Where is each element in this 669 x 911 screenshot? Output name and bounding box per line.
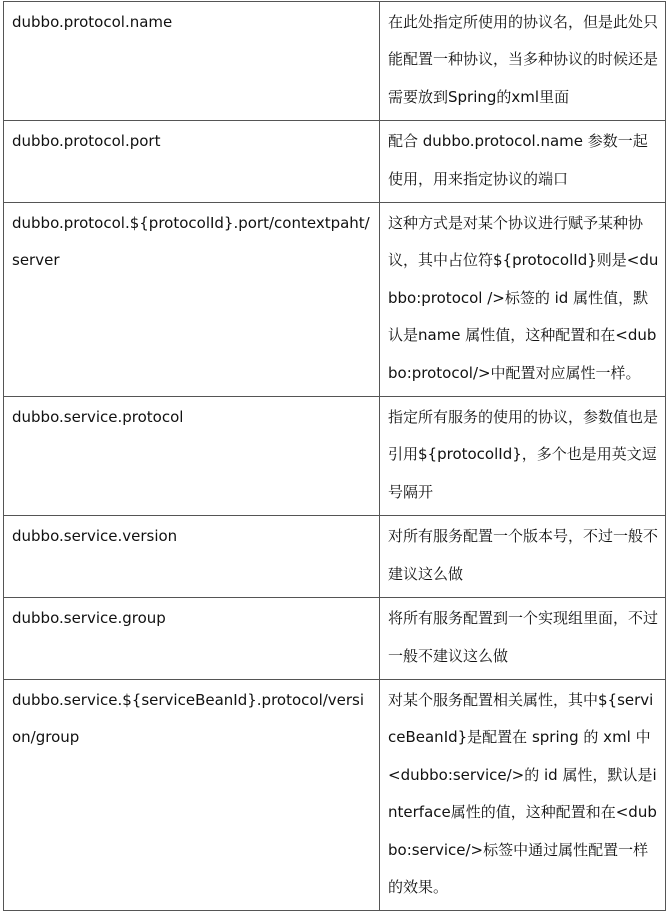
table-row xyxy=(4,397,666,516)
table-row xyxy=(4,516,666,598)
property-description: 将所有服务配置到一个实现组里面，不过一般不建议这么做 xyxy=(380,598,666,680)
property-key: dubbo.protocol.name xyxy=(4,2,380,121)
table-row xyxy=(4,121,666,203)
property-key: dubbo.service.version xyxy=(4,516,380,598)
property-description: 指定所有服务的使用的协议，参数值也是引用${protocolId}，多个也是用英文逗号隔开 xyxy=(380,397,666,516)
property-key: dubbo.protocol.port xyxy=(4,121,380,203)
table-row xyxy=(4,203,666,397)
property-description: 在此处指定所使用的协议名，但是此处只能配置一种协议，当多种协议的时候还是需要放到Spring的xml里面 xyxy=(380,2,666,121)
table-row xyxy=(4,679,666,910)
property-description: 对某个服务配置相关属性，其中${serviceBeanId}是配置在 spring 的 xml 中<dubbo:service/>的 id 属性，默认是interface属性的值，这种配置和在<dubbo:service/>标签中通过属性配置一样的效果。 xyxy=(380,679,666,910)
property-key: dubbo.protocol.${protocolId}.port/contextpaht/server xyxy=(4,203,380,397)
property-description: 配合 dubbo.protocol.name 参数一起使用，用来指定协议的端口 xyxy=(380,121,666,203)
property-description: 这种方式是对某个协议进行赋予某种协议，其中占位符${protocolId}则是<dubbo:protocol />标签的 id 属性值，默认是name 属性值，这种配置和在<dubbo:protocol/>中配置对应属性一样。 xyxy=(380,203,666,397)
property-key: dubbo.service.protocol xyxy=(4,397,380,516)
property-key: dubbo.service.${serviceBeanId}.protocol/version/group xyxy=(4,679,380,910)
table-row xyxy=(4,2,666,121)
table-row xyxy=(4,598,666,680)
property-description: 对所有服务配置一个版本号，不过一般不建议这么做 xyxy=(380,516,666,598)
property-key: dubbo.service.group xyxy=(4,598,380,680)
property-table xyxy=(3,1,666,911)
